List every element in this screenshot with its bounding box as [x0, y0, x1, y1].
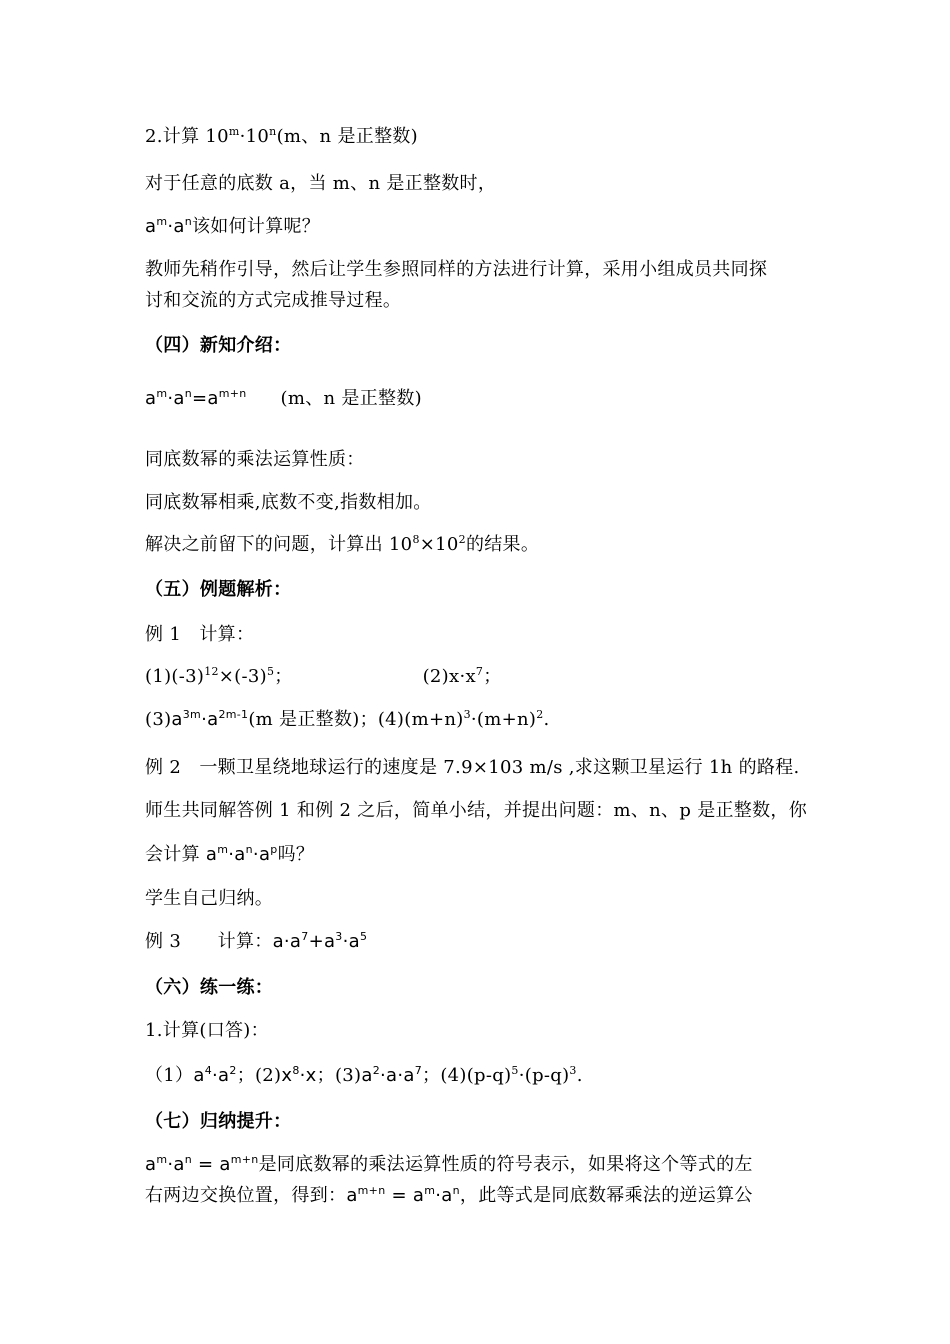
line-example-1-items-a: $(1)(-3)^{12}\times(-3)^5$； $(2)x\cdot x^7$； [145, 665, 502, 687]
line-product-rule: $a^m\cdot a^n=a^{m+n}$ (m、n 是正整数) [145, 387, 422, 409]
line-example-1-items-b: $(3)a^{3m}\cdot a^{2m-1}(m$ 是正整数)；$(4)(m+n)^3\cdot(m+n)^2$. [145, 708, 550, 730]
heading-induction: （七）归纳提升： [145, 1111, 292, 1132]
line-property-title: 同底数幂的乘法运算性质： [145, 449, 365, 470]
line-summary-question: 师生共同解答例 1 和例 2 之后，简单小结，并提出问题：m、n、p 是正整数，你 [145, 800, 807, 821]
line-solve-previous: 解决之前留下的问题，计算出 $10^8\times 10^2$的结果。 [145, 533, 540, 555]
line-oral-compute: 1.计算(口答)： [145, 1020, 269, 1041]
line-example-2: 例 2 一颗卫星绕地球运行的速度是 7.9×103 m/s ,求这颗卫星运行 1h 的路程. [145, 757, 800, 778]
line-practice-items: $(1)a^4\cdot a^2$；$(2)x^8\cdot x$；$(3)a^2\cdot a\cdot a^7$；$(4)(p-q)^5\cdot(p-q)^3$. [145, 1064, 583, 1086]
line-property-text: 同底数幂相乘,底数不变,指数相加。 [145, 492, 432, 513]
line-symbol-representation: $a^m\cdot a^n = a^{m+n}$是同底数幂的乘法运算性质的符号表示，如果将这个等式的左 [145, 1153, 753, 1175]
line-teacher-guide-1: 教师先稍作引导，然后让学生参照同样的方法进行计算，采用小组成员共同探 [145, 259, 768, 280]
heading-new-knowledge: （四）新知介绍： [145, 335, 292, 356]
line-compute-10m-10n: 2.计算 $10^m\cdot 10^n(m$、n 是正整数) [145, 125, 418, 147]
line-example-1: 例 1 计算： [145, 624, 255, 645]
line-can-compute: 会计算 $a^m\cdot a^n\cdot a^p$吗？ [145, 843, 315, 865]
line-students-summarize: 学生自己归纳。 [145, 888, 274, 909]
line-how-to-compute: $a^m\cdot a^n$该如何计算呢？ [145, 215, 321, 237]
heading-practice: （六）练一练： [145, 977, 274, 998]
line-example-3: 例 3 计算：$a\cdot a^7+a^3\cdot a^5$ [145, 930, 368, 952]
heading-examples: （五）例题解析： [145, 579, 292, 600]
line-any-base: 对于任意的底数 a，当 m、n 是正整数时， [145, 173, 497, 194]
line-teacher-guide-2: 讨和交流的方式完成推导过程。 [145, 290, 402, 311]
line-inverse-formula: 右两边交换位置，得到：$a^{m+n} = a^m\cdot a^n$，此等式是同底数幂乘法的逆运算公 [145, 1184, 753, 1206]
